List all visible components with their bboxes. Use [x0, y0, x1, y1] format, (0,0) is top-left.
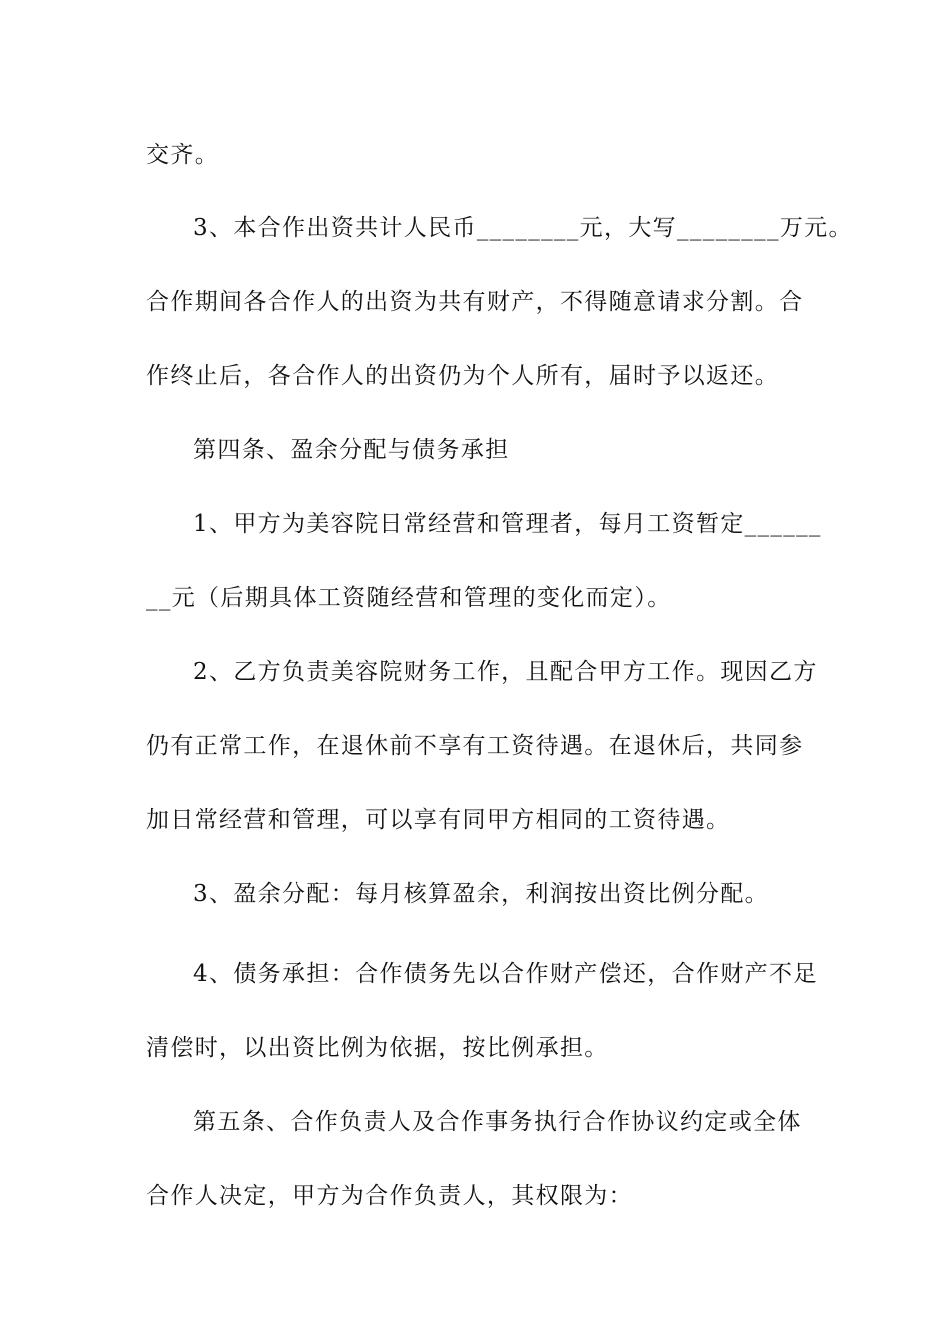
paragraph-line: 交齐。: [146, 142, 220, 168]
paragraph-line: __元（后期具体工资随经营和管理的变化而定）。: [146, 585, 672, 611]
paragraph-line: 合作人决定，甲方为合作负责人，其权限为：: [146, 1183, 633, 1209]
paragraph-line: 3、盈余分配：每月核算盈余，利润按出资比例分配。: [193, 881, 770, 907]
paragraph-line: 作终止后，各合作人的出资仍为个人所有，届时予以返还。: [146, 363, 780, 389]
paragraph-line: 3、本合作出资共计人民币________元，大写________万元。: [193, 215, 853, 241]
paragraph-line: 1、甲方为美容院日常经营和管理者，每月工资暂定______: [193, 511, 822, 537]
paragraph-line: 清偿时，以出资比例为依据，按比例承担。: [146, 1035, 609, 1061]
paragraph-line: 合作期间各合作人的出资为共有财产，不得随意请求分割。合: [146, 289, 804, 315]
section-heading: 第五条、合作负责人及合作事务执行合作协议约定或全体: [193, 1109, 802, 1135]
section-heading: 第四条、盈余分配与债务承担: [193, 437, 510, 463]
paragraph-line: 加日常经营和管理，可以享有同甲方相同的工资待遇。: [146, 807, 731, 833]
paragraph-line: 4、债务承担：合作债务先以合作财产偿还，合作财产不足: [193, 961, 818, 987]
paragraph-line: 仍有正常工作，在退休前不享有工资待遇。在退休后，共同参: [146, 733, 804, 759]
paragraph-line: 2、乙方负责美容院财务工作，且配合甲方工作。现因乙方: [193, 659, 818, 685]
